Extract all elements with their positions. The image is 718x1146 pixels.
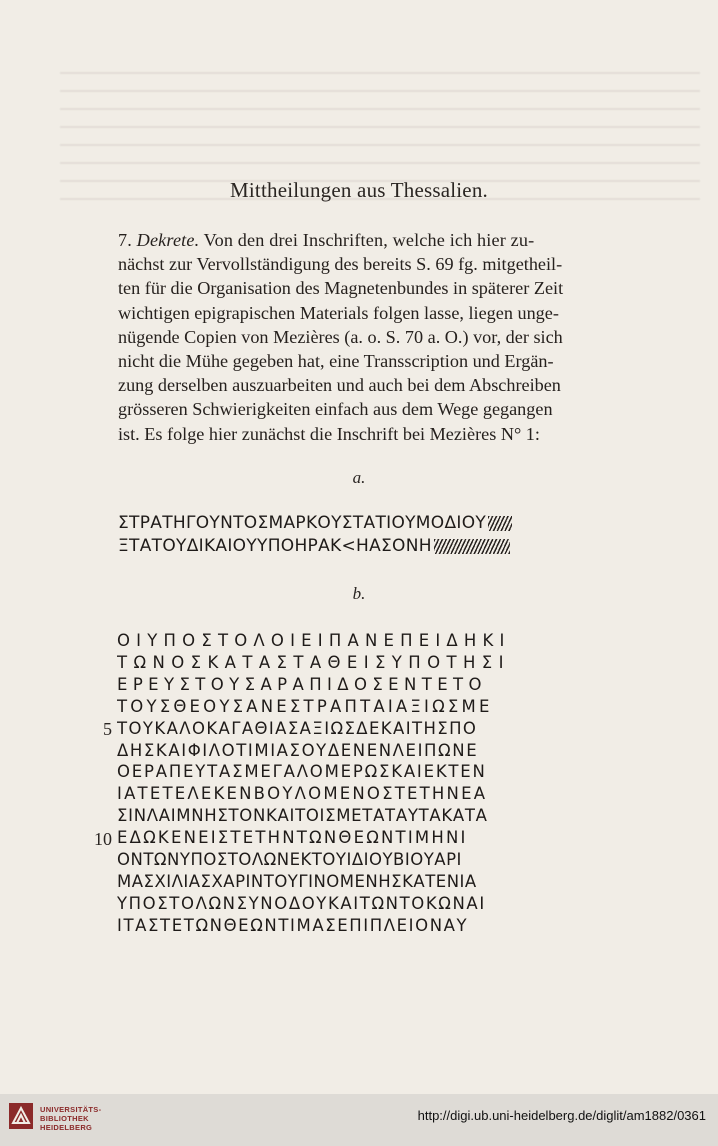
hatched-lacuna (434, 539, 510, 554)
paragraph-line: grösseren Schwierigkeiten einfach aus dem Wege gegangen (118, 399, 553, 420)
logo-line: BIBLIOTHEK (40, 1114, 89, 1123)
paragraph-line: ten für die Organisation des Magnetenbundes in späterer Zeit (118, 278, 564, 299)
library-logo-text (40, 1105, 101, 1132)
inscription-line: ΕΡΕΥΣΤΟΥΣΑΡΑΠΙΔΟΣΕΝΤΕΤΟ (117, 674, 487, 694)
line-number: 10 (94, 829, 112, 849)
paragraph-line: nächst zur Vervollständigung des bereits S. 69 fg. mitgetheil- (118, 254, 563, 275)
section-b-label: b. (352, 584, 366, 603)
inscription-line: ΙΤΑΣΤΕΤΩΝΘΕΩΝΤΙΜΑΣΕΠΙΠΛΕΙΟΝΑΥ (117, 915, 469, 935)
inscription-line: ΟΕΡΑΠΕΥΤΑΣΜΕΓΑΛΟΜΕΡΩΣΚΑΙΕΚΤΕΝ (117, 762, 487, 782)
inscription-text: ΞΤΑΤΟΥΔΙΚΑΙΟΥΥΠΟΗΡΑΚ<ΗΑΣΟΝΗ (118, 536, 432, 556)
paragraph-line (118, 228, 594, 252)
paragraph-line: nügende Copien von Mezières (a. o. S. 70 a. O.) vor, der sich (118, 326, 563, 347)
inscription-line: ΤΟΥΚΑΛΟΚΑΓΑΘΙΑΣΑΞΙΩΣΔΕΚΑΙΤΗΣΠΟ (117, 718, 478, 738)
footer-bar (0, 1094, 718, 1146)
inscription-line: ΣΙΝΛΑΙΜΝΗΣΤΟΝΚΑΙΤΟΙΣΜΕΤΑΤΑΥΤΑΚΑΤΑ (117, 806, 488, 826)
inscription-line: ΟΙΥΠΟΣΤΟΛΟΙΕΙΠΑΝΕΠΕΙΔΗΚΙ (117, 631, 511, 650)
inscription-line: ΕΔΩΚΕΝΕΙΣΤΕΤΗΝΤΩΝΘΕΩΝΤΙΜΗΝΙ (117, 828, 468, 848)
inscription-text: ΣΤΡΑΤΗΓΟΥΝΤΟΣΜΑΡΚΟΥΣΤΑΤΙΟΥΜΟΔΙΟΥ (118, 513, 487, 533)
line-number: 5 (103, 719, 112, 739)
inscription-line: ΤΩΝΟΣΚΑΤΑΣΤΑΘΕΙΣΥΠΟΤΗΣΙ (117, 652, 510, 672)
library-logo-icon (9, 1103, 33, 1129)
logo-line: UNIVERSITÄTS- (40, 1105, 102, 1114)
page-title: Mittheilungen aus Thessalien. (230, 178, 488, 202)
source-url[interactable]: http://digi.ub.uni-heidelberg.de/diglit/am1882/0361 (417, 1108, 706, 1123)
inscription-line: ΟΝΤΩΝΥΠΟΣΤΟΛΩΝΕΚΤΟΥΙΔΙΟΥΒΙΟΥΑΡΙ (117, 850, 462, 870)
section-a-label: a. (352, 468, 366, 487)
section-heading: Dekrete. (136, 230, 200, 250)
paragraph-line: zung derselben auszuarbeiten und auch bei dem Abschreiben (118, 375, 561, 396)
inscription-line: ΔΗΣΚΑΙΦΙΛΟΤΙΜΙΑΣΟΥΔΕΝΕΝΛΕΙΠΩΝΕ (117, 740, 479, 760)
paragraph-text: Von den drei Inschriften, welche ich hier zu- (203, 230, 535, 250)
inscription-line (118, 535, 548, 558)
inscription-line: ΥΠΟΣΤΟΛΩΝΣΥΝΟΔΟΥΚΑΙΤΩΝΤΟΚΩΝΑΙ (117, 893, 486, 913)
paragraph-line: nicht die Mühe gegeben hat, eine Transscription und Ergän- (118, 351, 554, 372)
inscription-b (117, 630, 577, 937)
inscription-line: ΜΑΣΧΙΛΙΑΣΧΑΡΙΝΤΟΥΓΙΝΟΜΕΝΗΣΚΑΤΕΝΙΑ (117, 871, 477, 891)
section-number: 7. (118, 230, 132, 250)
logo-line: HEIDELBERG (40, 1123, 93, 1132)
paragraph-line: wichtigen epigrapischen Materials folgen lasse, liegen unge- (118, 302, 559, 323)
inscription-line: ΙΑΤΕΤΕΛΕΚΕΝΒΟΥΛΟΜΕΝΟΣΤΕΤΗΝΕΑ (117, 784, 488, 804)
inscription-a (118, 512, 548, 558)
body-paragraph (118, 228, 594, 446)
paragraph-line: ist. Es folge hier zunächst die Inschrift bei Mezières N° 1: (118, 423, 540, 444)
inscription-line (118, 512, 548, 535)
hatched-lacuna (488, 516, 512, 531)
inscription-line: ΤΟΥΣΘΕΟΥΣΑΝΕΣΤΡΑΠΤΑΙΑΞΙΩΣΜΕ (117, 696, 493, 716)
